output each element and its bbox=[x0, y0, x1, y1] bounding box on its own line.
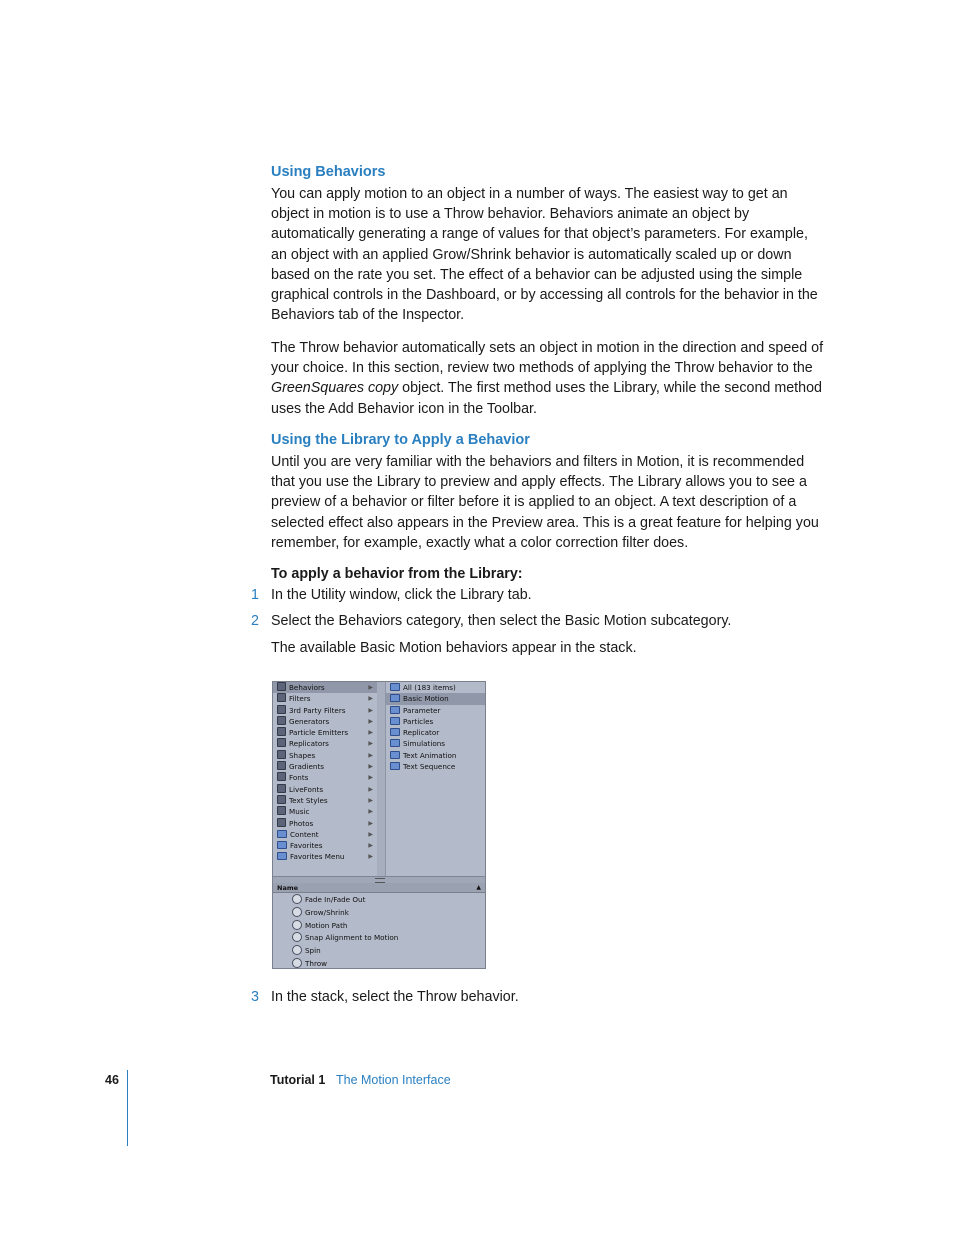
paragraph-behaviors-intro: You can apply motion to an object in a number of ways. The easiest way to get an object in motion is to use a Throw behavior. Behaviors animate an object by automatically generating a range of values for that object’s parameters. For example, an object with an applied Grow/Shrink behavior is automatically scaled up or down based on the rate you set. The effect of a behavior can be adjusted using the simple graphical controls in the Dashboard, or by accessing all controls for the behavior in the Behaviors tab of the Inspector. bbox=[271, 186, 818, 324]
folder-icon bbox=[390, 717, 400, 725]
category-row[interactable]: Fonts ▶ bbox=[273, 772, 377, 783]
sort-ascending-icon: ▲ bbox=[476, 884, 481, 891]
step-text: In the stack, select the Throw behavior. bbox=[271, 989, 519, 1005]
library-category-column bbox=[273, 682, 378, 876]
stack-column-header[interactable]: Name ▲ bbox=[273, 883, 485, 893]
footer-tutorial: Tutorial 1 bbox=[270, 1073, 326, 1087]
subcategory-row[interactable]: Basic Motion bbox=[386, 693, 486, 704]
behavior-gear-icon bbox=[292, 945, 302, 955]
category-row[interactable]: Replicators ▶ bbox=[273, 738, 377, 749]
chevron-right-icon: ▶ bbox=[368, 774, 373, 782]
category-row[interactable]: Particle Emitters ▶ bbox=[273, 727, 377, 738]
subcategory-row[interactable]: Text Sequence bbox=[386, 761, 486, 772]
livefonts-icon bbox=[277, 784, 286, 793]
text-styles-icon bbox=[277, 795, 286, 804]
category-row[interactable]: 3rd Party Filters ▶ bbox=[273, 705, 377, 716]
behavior-gear-icon bbox=[292, 907, 302, 917]
stack-list bbox=[273, 894, 485, 969]
chevron-right-icon: ▶ bbox=[368, 684, 373, 691]
category-row[interactable]: Shapes ▶ bbox=[273, 750, 377, 761]
step-text: Select the Behaviors category, then select the Basic Motion subcategory. bbox=[271, 613, 732, 629]
page-number: 46 bbox=[105, 1073, 119, 1087]
category-row[interactable]: Gradients ▶ bbox=[273, 761, 377, 772]
subcategory-row[interactable]: Text Animation bbox=[386, 750, 486, 761]
category-row[interactable]: Generators ▶ bbox=[273, 716, 377, 727]
folder-icon bbox=[390, 694, 400, 702]
step-note: The available Basic Motion behaviors appear in the stack. bbox=[271, 640, 637, 656]
behaviors-icon bbox=[277, 682, 286, 691]
list-item[interactable]: Motion Path bbox=[273, 920, 485, 933]
folder-icon bbox=[390, 728, 400, 736]
step-number: 2 bbox=[251, 613, 259, 629]
section-heading-using-behaviors: Using Behaviors bbox=[271, 164, 386, 180]
list-item[interactable]: Grow/Shrink bbox=[273, 907, 485, 920]
task-label: To apply a behavior from the Library: bbox=[271, 566, 523, 582]
category-row[interactable]: Content ▶ bbox=[273, 829, 377, 840]
category-row[interactable]: Favorites ▶ bbox=[273, 840, 377, 851]
subcategory-row[interactable]: Simulations bbox=[386, 738, 486, 749]
fonts-icon bbox=[277, 772, 286, 781]
chevron-right-icon: ▶ bbox=[368, 729, 373, 737]
chevron-right-icon: ▶ bbox=[368, 717, 373, 725]
column-divider[interactable] bbox=[377, 682, 386, 876]
list-item[interactable]: Snap Alignment to Motion bbox=[273, 932, 485, 945]
category-row[interactable]: Behaviors ▶ bbox=[273, 682, 377, 693]
folder-icon bbox=[390, 706, 400, 714]
subcategory-row[interactable]: Replicator bbox=[386, 727, 486, 738]
folder-icon bbox=[277, 852, 287, 860]
behavior-gear-icon bbox=[292, 932, 302, 942]
folder-icon bbox=[277, 830, 287, 838]
subcategory-row[interactable]: Parameter bbox=[386, 705, 486, 716]
shapes-icon bbox=[277, 750, 286, 759]
filters-icon bbox=[277, 693, 286, 702]
section-heading-library: Using the Library to Apply a Behavior bbox=[271, 432, 530, 448]
category-row[interactable]: LiveFonts ▶ bbox=[273, 784, 377, 795]
chevron-right-icon: ▶ bbox=[368, 706, 373, 714]
chevron-right-icon: ▶ bbox=[368, 796, 373, 804]
replicators-icon bbox=[277, 738, 286, 747]
chevron-right-icon: ▶ bbox=[368, 842, 373, 850]
folder-icon bbox=[390, 739, 400, 747]
subcategory-row[interactable]: Particles bbox=[386, 716, 486, 727]
list-item[interactable]: Fade In/Fade Out bbox=[273, 894, 485, 907]
folder-icon bbox=[390, 683, 400, 691]
footer-chapter-title: The Motion Interface bbox=[336, 1073, 451, 1087]
chevron-right-icon: ▶ bbox=[368, 819, 373, 827]
step-number: 3 bbox=[251, 989, 259, 1005]
gradients-icon bbox=[277, 761, 286, 770]
behavior-gear-icon bbox=[292, 958, 302, 968]
object-name-emphasis: GreenSquares copy bbox=[271, 380, 399, 397]
chevron-right-icon: ▶ bbox=[368, 695, 373, 703]
folder-icon bbox=[390, 762, 400, 770]
chevron-right-icon: ▶ bbox=[368, 751, 373, 759]
category-row[interactable]: Favorites Menu ▶ bbox=[273, 851, 377, 862]
behavior-gear-icon bbox=[292, 894, 302, 904]
subcategory-row[interactable]: All (183 items) bbox=[386, 682, 486, 693]
chevron-right-icon: ▶ bbox=[368, 853, 373, 861]
category-row[interactable]: Music ▶ bbox=[273, 806, 377, 817]
list-item[interactable]: Throw bbox=[273, 958, 485, 969]
chevron-right-icon: ▶ bbox=[368, 763, 373, 771]
library-screenshot bbox=[272, 681, 486, 969]
library-subcategory-column bbox=[386, 682, 486, 876]
footer-rule bbox=[127, 1070, 128, 1146]
category-row[interactable]: Filters ▶ bbox=[273, 693, 377, 704]
paragraph-library-intro: Until you are very familiar with the behaviors and filters in Motion, it is recommended that you use the Library to preview and apply effects. The Library allows you to see a preview of a behavior or filter before it is applied to an object. A text description of a selected effect also appears in the Preview area. This is a great feature for helping you remember, for example, exactly what a color correction filter does. bbox=[271, 454, 819, 551]
folder-icon bbox=[277, 841, 287, 849]
photos-icon bbox=[277, 818, 286, 827]
step-number: 1 bbox=[251, 587, 259, 603]
step-text: In the Utility window, click the Library tab. bbox=[271, 587, 532, 603]
list-item[interactable]: Spin bbox=[273, 945, 485, 958]
behavior-gear-icon bbox=[292, 920, 302, 930]
chevron-right-icon: ▶ bbox=[368, 740, 373, 748]
category-row[interactable]: Photos ▶ bbox=[273, 818, 377, 829]
third-party-filters-icon bbox=[277, 705, 286, 714]
chevron-right-icon: ▶ bbox=[368, 808, 373, 816]
generators-icon bbox=[277, 716, 286, 725]
paragraph-throw-behavior: The Throw behavior automatically sets an object in motion in the direction and speed of your choice. In this section, review two methods of applying the Throw behavior to the GreenSquares copy object. The first method uses the Library, while the second method uses the Add Behavior icon in the Toolbar. bbox=[271, 340, 824, 417]
chevron-right-icon: ▶ bbox=[368, 830, 373, 838]
category-row[interactable]: Text Styles ▶ bbox=[273, 795, 377, 806]
chevron-right-icon: ▶ bbox=[368, 785, 373, 793]
music-icon bbox=[277, 806, 286, 815]
folder-icon bbox=[390, 751, 400, 759]
particle-emitters-icon bbox=[277, 727, 286, 736]
